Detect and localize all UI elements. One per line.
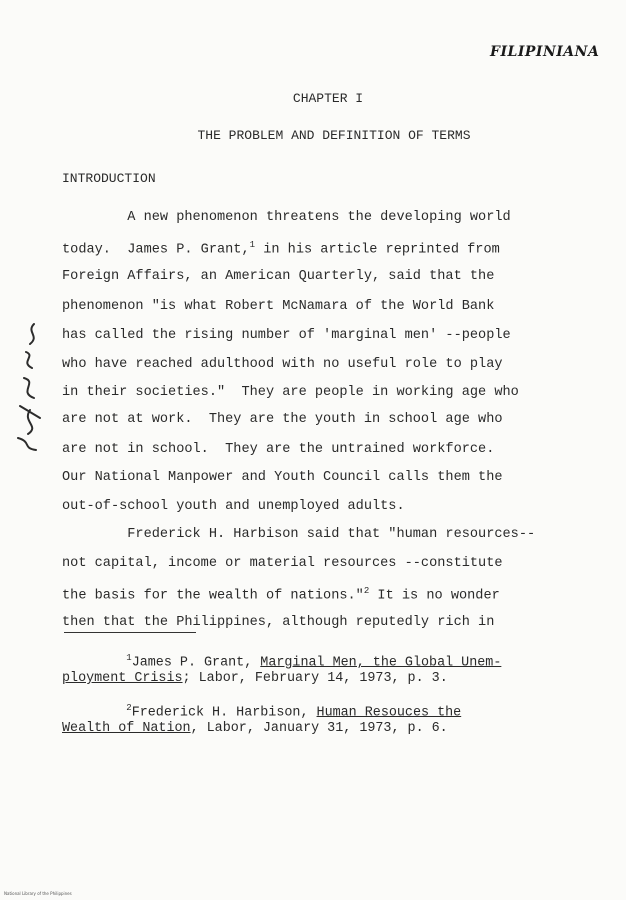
- chapter-heading: CHAPTER I: [292, 91, 364, 106]
- body-line: Our National Manpower and Youth Council calls them the: [62, 470, 503, 485]
- footnote-2-line-1: $^2$Frederick H. Harbison, Human Resouces the: [126, 703, 462, 721]
- footer-source: National Library of the Philippines: [4, 891, 72, 896]
- body-line: not capital, income or material resources --constitute: [62, 556, 503, 571]
- footnote-2-line-2: Wealth of Nation, Labor, January 31, 1973, p. 6.: [62, 721, 448, 736]
- handwritten-margin-note: [6, 322, 46, 452]
- body-line: today. James P. Grant,$^1$ in his article reprinted from: [62, 240, 500, 258]
- body-line: the basis for the wealth of nations."$^2$ It is no wonder: [62, 586, 500, 604]
- body-line: Frederick H. Harbison said that "human resources--: [62, 527, 536, 542]
- body-line: phenomenon "is what Robert McNamara of the World Bank: [62, 299, 495, 314]
- footnote-1-line-2: ployment Crisis; Labor, February 14, 1973, p. 3.: [62, 671, 448, 686]
- footnote-divider: [64, 632, 196, 633]
- body-line: are not at work. They are the youth in school age who: [62, 412, 503, 427]
- body-line: has called the rising number of 'marginal men' --people: [62, 328, 511, 343]
- chapter-title: THE PROBLEM AND DEFINITION OF TERMS: [197, 128, 471, 143]
- body-line: are not in school. They are the untrained workforce.: [62, 442, 495, 457]
- footnote-1-line-1: $^1$James P. Grant, Marginal Men, the Global Unem-: [126, 653, 502, 671]
- body-line: Foreign Affairs, an American Quarterly, said that the: [62, 269, 495, 284]
- body-line: who have reached adulthood with no useful role to play: [62, 357, 503, 372]
- body-line: then that the Philippines, although reputedly rich in: [62, 615, 495, 630]
- filipiniana-stamp: FILIPINIANA: [490, 44, 600, 60]
- body-line: A new phenomenon threatens the developing world: [62, 210, 511, 225]
- body-line: out-of-school youth and unemployed adults.: [62, 499, 405, 514]
- body-line: in their societies." They are people in working age who: [62, 385, 519, 400]
- section-heading: INTRODUCTION: [62, 171, 156, 186]
